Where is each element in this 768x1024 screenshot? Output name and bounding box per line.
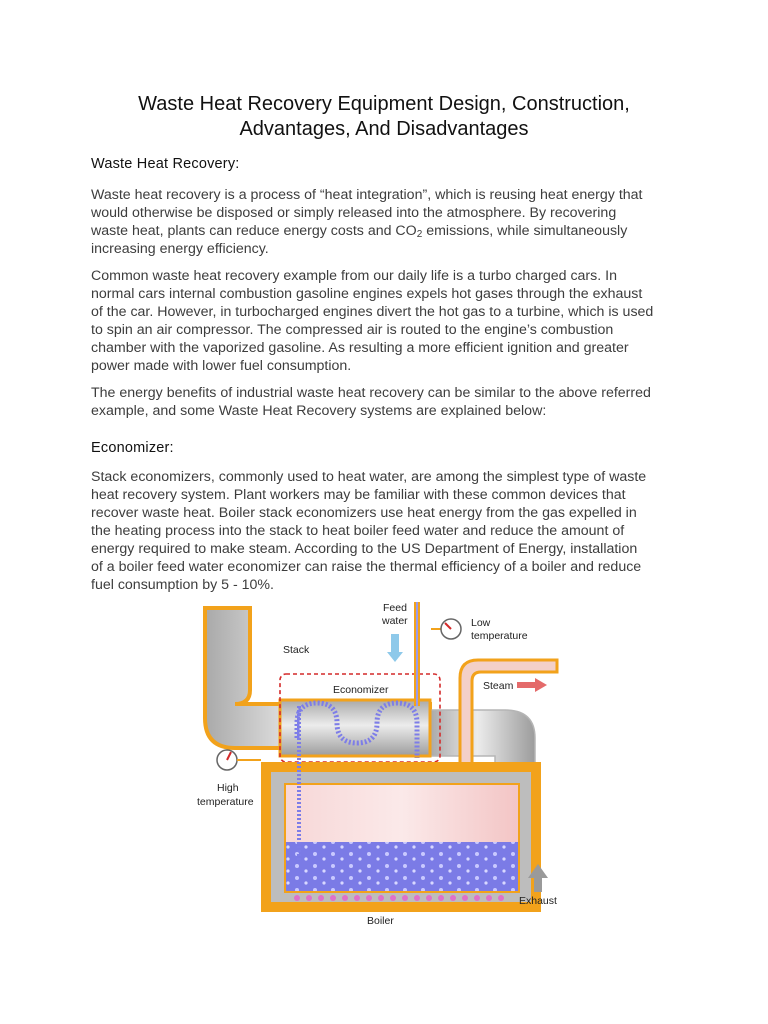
paragraph-industrial-benefits [91,384,678,420]
label-high: High [217,782,239,794]
label-feed: Feed [383,602,407,614]
steam-arrow-icon [517,678,547,692]
paragraph-line: chamber with the vaporized gasoline. As resulting a more efficient ignition and greater [91,340,629,356]
label-high-temperature: temperature [197,796,254,808]
paragraph-line: heat recovery system. Plant workers may be familiar with these common devices that [91,487,626,503]
label-low: Low [471,617,491,629]
title-line-2: Advantages, And Disadvantages [239,118,529,140]
paragraph-line: Waste heat recovery is a process of “heat integration”, which is reusing heat energy that [91,187,643,203]
paragraph-line-co2 [91,222,678,240]
paragraph-intro [91,186,678,258]
economizer-diagram [185,598,575,933]
paragraph-line: normal cars internal combustion gasoline engines expels hot gases through the exhaust [91,286,643,302]
co2-text-tail: emissions, while simultaneously [422,223,628,239]
economizer-body [280,700,430,758]
paragraph-line: energy required to make steam. According to the US Department of Energy, installation [91,541,638,557]
co2-text: waste heat, plants can reduce energy costs and CO [91,223,417,239]
paragraph-economizer [91,468,678,594]
paragraph-line: power made with lower fuel consumption. [91,358,352,374]
paragraph-line: to spin an air compressor. The compressed air is routed to the engine’s combustion [91,322,614,338]
paragraph-line: increasing energy efficiency. [91,241,269,257]
paragraph-line: example, and some Waste Heat Recovery systems are explained below: [91,403,547,419]
paragraph-turbo-example [91,267,678,375]
paragraph-line: of the car. However, in turbocharged engines divert the hot gas to a turbine, which is used [91,304,654,320]
high-temperature-gauge-icon [217,750,261,770]
label-low-temperature: temperature [471,630,528,642]
paragraph-line: The energy benefits of industrial waste heat recovery can be similar to the above referred [91,385,651,401]
label-water: water [382,615,408,627]
low-temperature-gauge-icon [431,619,461,639]
section-heading-economizer: Economizer: [91,440,174,456]
label-steam: Steam [483,680,514,692]
paragraph-line: fuel consumption by 5 - 10%. [91,577,274,593]
paragraph-line: of a boiler feed water economizer can raise the thermal efficiency of a boiler and reduce [91,559,642,575]
paragraph-line: Common waste heat recovery example from our daily life is a turbo charged cars. In [91,268,617,284]
section-heading-waste-heat-recovery: Waste Heat Recovery: [91,156,240,172]
paragraph-line: would otherwise be disposed or simply released into the atmosphere. By recovering [91,205,617,221]
title-line-1: Waste Heat Recovery Equipment Design, Construction, [138,93,630,115]
label-economizer: Economizer [333,684,389,696]
co2-subscript: 2 [416,229,423,240]
paragraph-line: recover waste heat. Boiler stack economizers use heat energy from the gas expelled in [91,505,637,521]
feed-water-arrow [387,634,403,662]
label-exhaust: Exhaust [519,895,557,907]
paragraph-line: the heating process into the stack to heat boiler feed water and reduce the amount of [91,523,625,539]
paragraph-line: Stack economizers, commonly used to heat water, are among the simplest type of waste [91,469,647,485]
label-stack: Stack [283,644,310,656]
label-boiler: Boiler [367,915,394,927]
page-title [60,92,708,142]
